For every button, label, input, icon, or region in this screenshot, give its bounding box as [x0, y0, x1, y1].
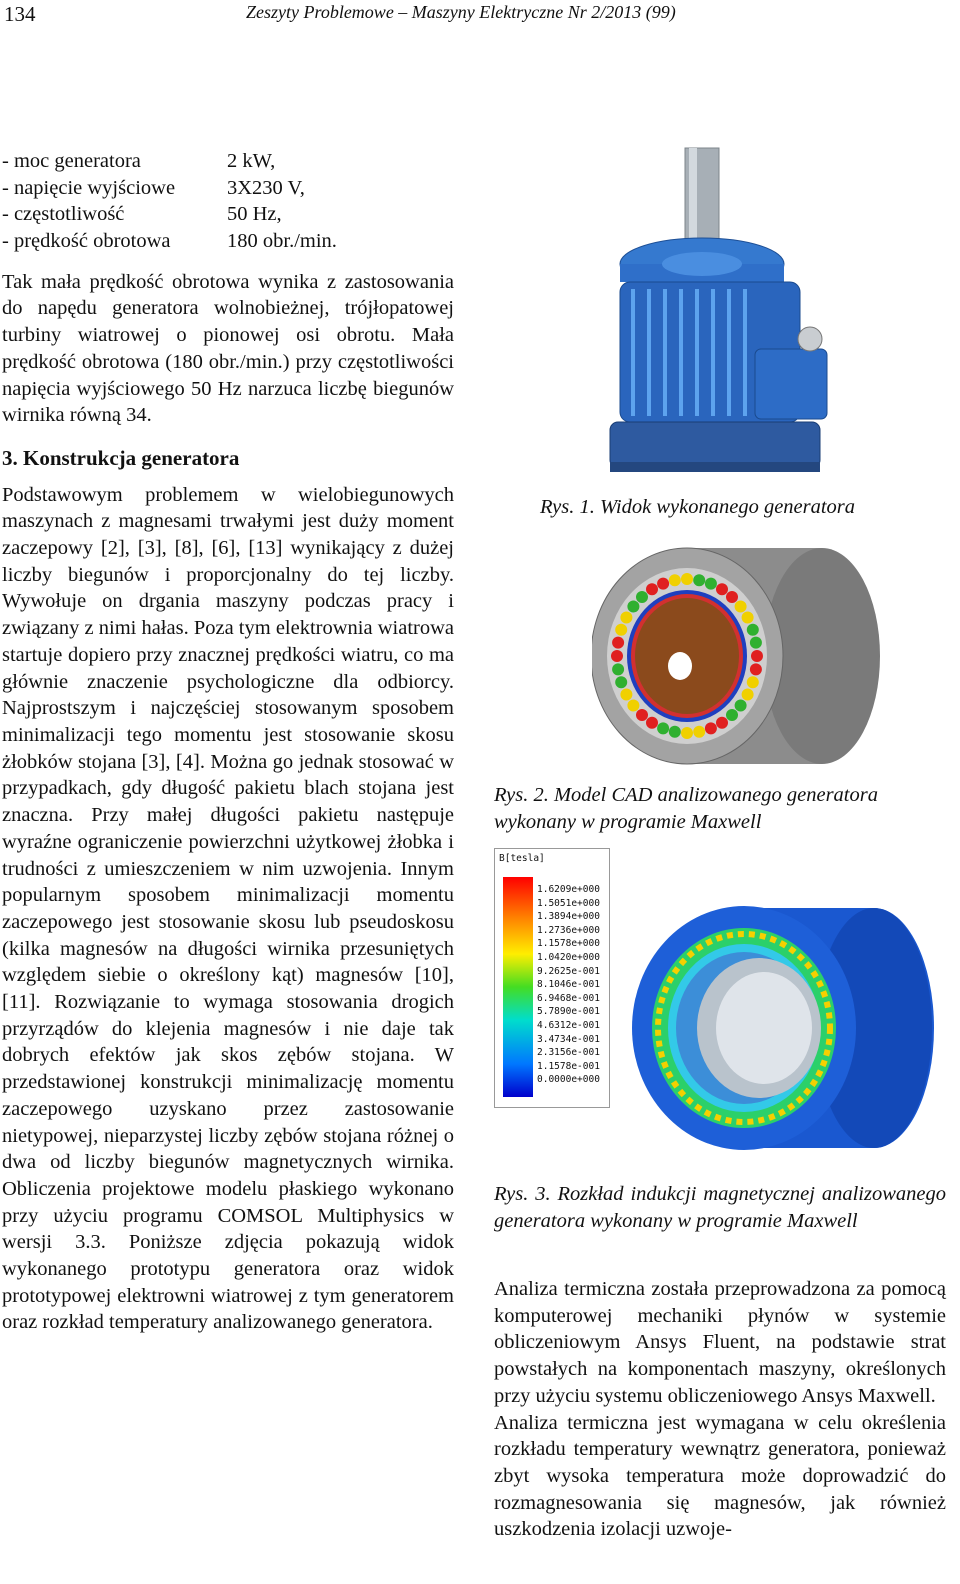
stator-winding — [742, 689, 754, 701]
left-column — [2, 148, 454, 1336]
figure-3-caption: Rys. 3. Rozkład indukcji magnetycznej analizowanego generatora wykonany w programie Maxwell — [494, 1183, 946, 1232]
stator-winding — [716, 717, 728, 729]
legend-value: 3.4734e-001 — [537, 1033, 600, 1045]
legend-value: 8.1046e-001 — [537, 979, 600, 991]
param-label: - moc generatora — [2, 150, 141, 172]
legend-value: 2.3156e-001 — [537, 1047, 600, 1059]
legend-value: 1.2736e+000 — [537, 924, 600, 936]
legend-value: 1.1578e+000 — [537, 938, 600, 950]
legend-value: 1.5051e+000 — [537, 897, 600, 909]
legend-value: 9.2625e-001 — [537, 965, 600, 977]
figure-2-caption: Rys. 2. Model CAD analizowanego generatora wykonany w programie Maxwell — [494, 784, 878, 833]
legend-value: 4.6312e-001 — [537, 1019, 600, 1031]
body-paragraph: Podstawowym problemem w wielobiegunowych maszynach z magnesami trwałymi jest duży moment zaczepowy [2], [3], [8], [6], [13] wynikający z dużej liczby biegunów i proporcjonalny do tej liczby. Wywołuje on drgania maszyny podczas pracy i związany z nimi hałas. Poza tym elektrownia wiatrowa startuje dopiero przy znacznej prędkości wiatru, co ma głównie znaczenie psychologiczne dla odbiorcy. Najprostszym i najczęściej stosowanym sposobem minimalizacji tego momentu jest stosowanie skosu żłobków stojana [3], [4]. Można go jednak stosować w przypadkach, gdy długość pakietu blach stojana jest znaczna. Przy małej długości pakietu następuje wyraźne ograniczenie powierzchni użytkowej żłobka i trudności z umieszczeniem w nim uzwojenia. Innym popularnym sposobem minimalizacji momentu zaczepowego jest stosowanie skosu lub pseudoskosu (kilka magnesów na długości wirnika przesuniętych względem siebie o określony kąt) magnesów [10], [11]. Rozwiązanie to wymaga stosowania drogich przyrządów do klejenia magnesów i nie daje tak dobrych efektów jak skos zębów stojana. W przedstawionej konstrukcji minimalizację momentu zaczepowego uzyskano przez zastosowanie nietypowej, nieparzystej liczby zębów stojana różnej o dwa od liczby biegunów magnetycznych wirnika. Obliczenia projektowe modelu płaskiego wykonano przy użyciu programu COMSOL Multiphysics w wersji 3.3. Poniższe zdjęcia pokazują widok wykonanego prototypu generatora oraz widok prototypowej elektrowni wiatrowej z tym generatorem oraz rozkład temperatury analizowanego generatora. — [2, 483, 454, 1334]
thermal-paragraph-2: Analiza termiczna jest wymagana w celu określenia rozkładu temperatury wewnątrz generatora, ponieważ zbyt wysoka temperatura może doprowadzić do rozmagnesowania się magnesów, jak również uszkodzenia izolacji uzwoje- — [494, 1411, 946, 1541]
stator-winding — [669, 726, 681, 738]
page-number: 134 — [4, 2, 36, 26]
param-value: 50 Hz, — [227, 203, 282, 226]
figure-1-caption: Rys. 1. Widok wykonanego generatora — [540, 496, 856, 518]
param-value: 180 obr./min. — [227, 230, 337, 253]
stator-winding — [742, 612, 754, 624]
stator-winding — [612, 663, 624, 675]
stator-winding — [705, 722, 717, 734]
legend-value: 1.0420e+000 — [537, 951, 600, 963]
legend-value: 0.0000e+000 — [537, 1074, 600, 1086]
legend-colorbar — [503, 877, 533, 1097]
stator-winding — [693, 726, 705, 738]
journal-header: Zeszyty Problemowe – Maszyny Elektryczne Nr 2/2013 (99) — [246, 2, 676, 22]
param-value: 3X230 V, — [227, 176, 305, 199]
stator-winding — [627, 601, 639, 613]
stator-winding — [657, 722, 669, 734]
generator-photo — [605, 144, 845, 484]
legend-title: B[tesla] — [499, 853, 545, 864]
param-list — [2, 148, 454, 255]
cad-model-image — [592, 540, 882, 772]
stator-winding — [615, 624, 627, 636]
right-column-text — [494, 1276, 946, 1543]
legend-value: 1.6209e+000 — [537, 884, 600, 895]
stator-winding — [611, 650, 623, 662]
stator-winding — [612, 637, 624, 649]
stator-winding — [726, 591, 738, 603]
thermal-paragraph-1: Analiza termiczna została przeprowadzona za pomocą komputerowej mechaniki płynów w systemie obliczeniowym Ansys Fluent, na podstawie strat powstałych na komponentach maszyny, określonych przy użyciu systemu obliczeniowego Ansys Maxwell. — [494, 1278, 946, 1407]
stator-winding — [627, 700, 639, 712]
flux-distribution-image — [614, 888, 944, 1158]
stator-winding — [620, 689, 632, 701]
stator-winding — [735, 601, 747, 613]
stator-winding — [681, 573, 693, 585]
stator-winding — [726, 709, 738, 721]
param-row — [2, 148, 454, 175]
legend-value: 5.7890e-001 — [537, 1006, 600, 1018]
stator-winding — [681, 727, 693, 739]
stator-winding — [750, 637, 762, 649]
stator-winding — [669, 574, 681, 586]
param-label: - prędkość obrotowa — [2, 230, 171, 253]
param-row — [2, 175, 454, 202]
colormap-legend — [494, 848, 610, 1108]
param-row — [2, 201, 454, 228]
legend-value: 1.1578e-001 — [537, 1060, 600, 1072]
legend-values — [537, 883, 600, 1087]
legend-value: 1.3894e+000 — [537, 911, 600, 923]
stator-winding — [636, 709, 648, 721]
param-label: - częstotliwość — [2, 203, 125, 226]
param-label: - napięcie wyjściowe — [2, 176, 176, 199]
stator-winding — [620, 612, 632, 624]
stator-winding — [646, 717, 658, 729]
stator-winding — [751, 650, 763, 662]
stator-winding — [747, 676, 759, 688]
stator-winding — [747, 624, 759, 636]
intro-paragraph: Tak mała prędkość obrotowa wynika z zastosowania do napędu generatora wolnobieżnej, trójłopatowej turbiny wiatrowej o pionowej osi obrotu. Mała prędkość obrotowa (180 obr./min.) przy częstotliwości napięcia wyjściowego 50 Hz narzuca liczbę biegunów wirnika równą 34. — [2, 270, 454, 427]
section-title: 3. Konstrukcja generatora — [2, 445, 240, 470]
stator-winding — [705, 578, 717, 590]
stator-winding — [750, 663, 762, 675]
legend-value: 6.9468e-001 — [537, 992, 600, 1004]
flux-density-figure — [494, 848, 944, 1158]
stator-winding — [646, 583, 658, 595]
stator-winding — [615, 676, 627, 688]
stator-winding — [716, 583, 728, 595]
stator-winding — [636, 591, 648, 603]
param-value: 2 kW, — [227, 150, 276, 172]
param-row — [2, 228, 454, 255]
stator-winding — [735, 700, 747, 712]
stator-winding — [693, 574, 705, 586]
stator-winding — [657, 578, 669, 590]
